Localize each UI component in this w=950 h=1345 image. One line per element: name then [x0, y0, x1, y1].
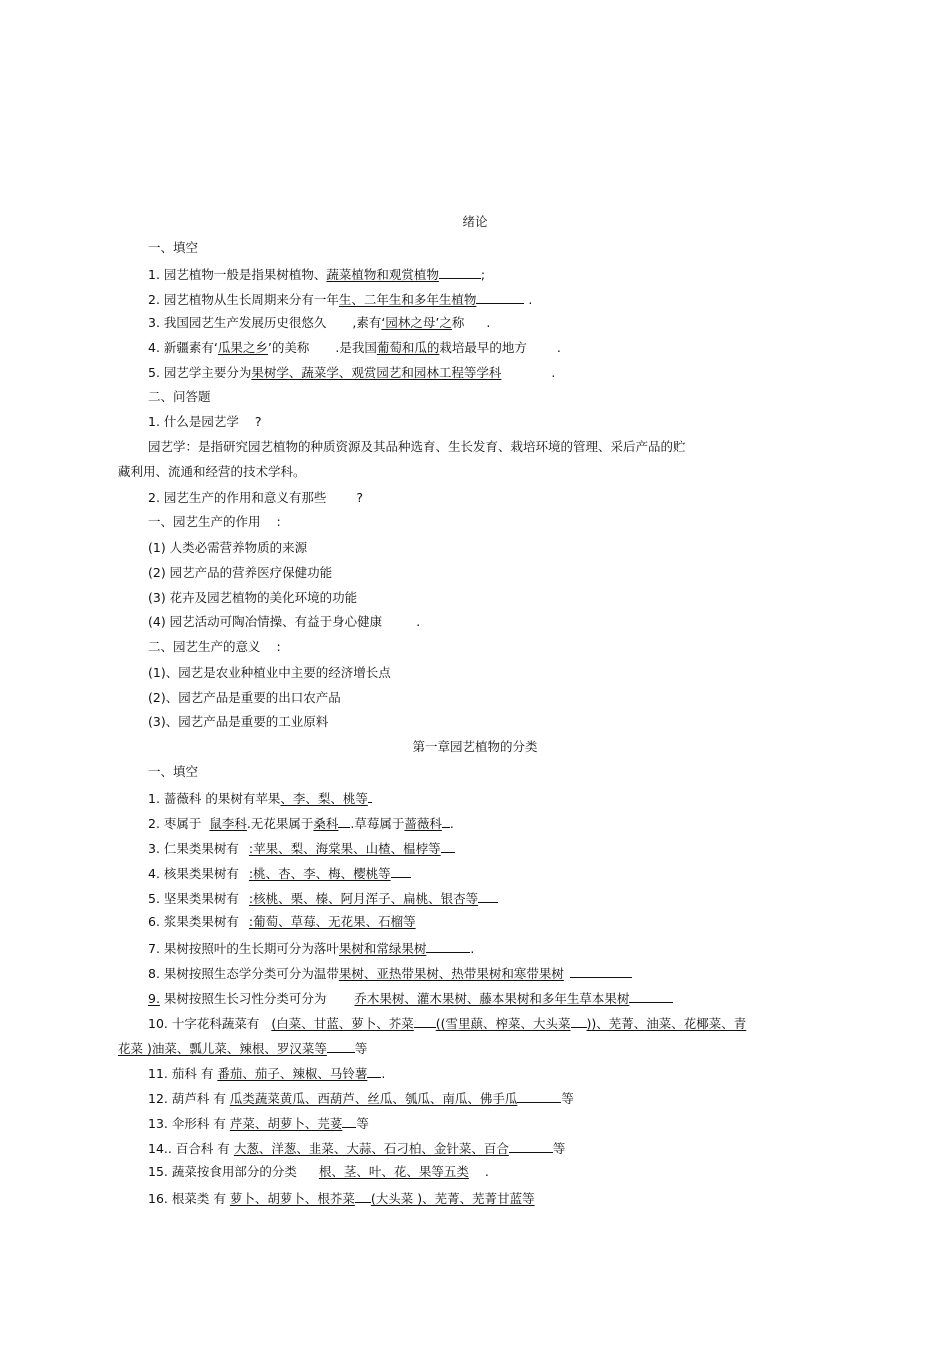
text: :	[276, 639, 281, 654]
role-item-4	[148, 614, 890, 630]
answer: 蔬菜植物和观赏植物	[326, 267, 439, 282]
text: 6. 浆果类果树有	[148, 914, 239, 929]
answer-blank	[426, 939, 470, 953]
text: 5. 坚果类果树有	[148, 891, 239, 906]
answer: :苹果、梨、海棠果、山楂、榅桲等	[248, 841, 441, 856]
answer: 生、二年生和多年生植物	[338, 292, 477, 307]
section-title-intro	[0, 214, 950, 230]
text: 1. 什么是园艺学	[148, 414, 239, 429]
answer-blank	[338, 814, 350, 828]
answer-blank	[509, 1139, 553, 1153]
text: 果树按照生长习性分类可分为	[159, 991, 327, 1006]
answer: 葡萄和瓜的	[376, 340, 440, 355]
answer: ))、芜菁、油菜、花椰菜、青	[586, 1016, 747, 1031]
answer-2-1-line2	[118, 464, 890, 480]
answer: :桃、杏、李、梅、樱桃等	[248, 866, 391, 881]
ch1-question-5	[148, 889, 890, 907]
text: 11. 茄科 有	[148, 1066, 214, 1081]
answer-blank	[476, 290, 524, 304]
text: 称	[451, 315, 465, 330]
question-1-4	[148, 340, 890, 356]
answer: 大葱、洋葱、韭菜、大蒜、石刁柏、金针菜、百合	[233, 1141, 509, 1156]
text: :	[276, 514, 281, 529]
answer: (大头菜 )、芜菁、芜菁甘蓝等	[370, 1191, 535, 1206]
heading-qa	[148, 389, 890, 405]
heading-text: 二、问答题	[148, 389, 211, 404]
answer: 果树和常绿果树	[338, 941, 427, 956]
answer-blank	[355, 1189, 371, 1203]
answer-blank	[570, 964, 632, 978]
text: (2) 园艺产品的营养医疗保健功能	[148, 565, 333, 580]
text: 2. 园艺生产的作用和意义有那些	[148, 490, 327, 505]
answer: :葡萄、草莓、无花果、石榴等	[248, 914, 416, 929]
answer: ‘园林之母’之	[381, 315, 452, 330]
text: 藏利用、流通和经营的技术学科。	[118, 464, 306, 479]
heading-fill-blank	[148, 240, 890, 256]
question-2-1	[148, 414, 890, 430]
text: 12. 葫芦科 有	[148, 1091, 226, 1106]
text: 等	[354, 1041, 368, 1056]
text: .	[470, 941, 475, 956]
answer: 桑科	[313, 816, 339, 831]
text: .	[551, 365, 556, 380]
ch1-question-10-line2	[118, 1039, 890, 1057]
text: 二、园艺生产的意义	[148, 639, 261, 654]
text: (1)、园艺是农业种植业中主要的经济增长点	[148, 665, 391, 680]
text: 等	[356, 1116, 369, 1131]
ch1-question-2	[148, 814, 890, 832]
text: (2)、园艺产品是重要的出口农产品	[148, 690, 341, 705]
role-item-2	[148, 565, 890, 581]
answer: (白菜、甘蓝、萝卜、芥菜	[271, 1016, 414, 1031]
answer: 果树、亚热带果树、热带果树和寒带果树	[338, 966, 564, 981]
text: 1. 蔷薇科 的果树有苹果	[148, 791, 281, 806]
question-1-3	[148, 315, 890, 331]
answer: 瓜果之乡	[217, 340, 268, 355]
ch1-question-16	[148, 1189, 890, 1207]
answer: 鼠李科	[209, 816, 247, 831]
text: 3. 仁果类果树有	[148, 841, 239, 856]
text: (3)、园艺产品是重要的工业原料	[148, 714, 329, 729]
ch1-question-12	[148, 1089, 890, 1107]
text: .草莓属于	[350, 816, 405, 831]
answer: 果树学、蔬菜学、观赏园艺和园林工程等学科	[251, 365, 502, 380]
answer-blank	[327, 1039, 355, 1053]
answer: 花菜 )	[118, 1041, 152, 1056]
title-text: 第一章园艺植物的分类	[412, 739, 538, 754]
meaning-item-3	[148, 714, 890, 730]
answer: 根、茎、叶、花、果等五类	[318, 1164, 469, 1179]
text: 园艺学：是指研究园艺植物的种质资源及其品种选育、生长发育、栽培环境的管理、采后产品的贮	[148, 439, 686, 454]
answer: 芹菜、胡萝卜、芫荽	[229, 1116, 343, 1131]
text: .	[381, 1066, 386, 1081]
ch1-question-14	[148, 1139, 890, 1157]
text: ?	[254, 414, 262, 429]
ch1-question-6	[148, 914, 890, 930]
text: ,素有	[352, 315, 382, 330]
text: ;	[480, 267, 486, 282]
meaning-item-1	[148, 665, 890, 681]
chapter-1-title	[0, 739, 950, 755]
text: 等	[561, 1091, 574, 1106]
text: .	[416, 614, 421, 629]
text: 10. 十字花科蔬菜有	[148, 1016, 260, 1031]
text: (3) 花卉及园艺植物的美化环境的功能	[148, 590, 358, 605]
ch1-question-10-line1	[148, 1014, 890, 1032]
answer-blank	[441, 839, 455, 853]
ch1-question-11	[148, 1064, 890, 1082]
answer: 乔木果树、灌木果树、藤本果树和多年生草本果树	[354, 991, 630, 1006]
text: 16. 根菜类 有	[148, 1191, 226, 1206]
text: 2. 园艺植物从生长周期来分有一年	[148, 292, 339, 307]
text: (1) 人类必需营养物质的来源	[148, 540, 308, 555]
text: .	[528, 292, 533, 307]
text: 7. 果树按照叶的生长期可分为落叶	[148, 941, 339, 956]
ch1-question-4	[148, 864, 890, 882]
text: 13. 伞形科 有	[148, 1116, 226, 1131]
answer-blank	[517, 1089, 561, 1103]
question-1-5	[148, 365, 890, 381]
ch1-question-7	[148, 939, 890, 957]
text: .	[556, 340, 561, 355]
title-text: 绪论	[462, 214, 488, 229]
answer-blank	[414, 1014, 436, 1028]
meaning-item-2	[148, 690, 890, 706]
text: 3. 我国园艺生产发展历史很悠久	[148, 315, 327, 330]
answer: 番茄、茄子、辣椒、马铃薯	[217, 1066, 368, 1081]
answer: 蔷薇科	[404, 816, 442, 831]
text: 栽培最早的地方	[439, 340, 527, 355]
answer: ((雪里蕻、榨菜、大头菜	[435, 1016, 571, 1031]
text: 4. 新疆素有‘	[148, 340, 218, 355]
text: .是我国	[335, 340, 377, 355]
text: 5. 园艺学主要分为	[148, 365, 252, 380]
text: .	[486, 315, 491, 330]
ch1-question-13	[148, 1114, 890, 1132]
answer: 瓜类蔬菜黄瓜、西葫芦、丝瓜、瓠瓜、南瓜、佛手瓜	[229, 1091, 518, 1106]
ch1-question-9	[148, 989, 890, 1007]
text: 9.	[148, 991, 160, 1006]
answer: :核桃、栗、榛、阿月浑子、扁桃、银杏等	[248, 891, 479, 906]
text: 14.. 百合科 有	[148, 1141, 230, 1156]
text: 15. 蔬菜按食用部分的分类	[148, 1164, 297, 1179]
question-1-2	[148, 290, 890, 308]
ch1-question-15	[148, 1164, 890, 1180]
question-2-2	[148, 490, 890, 506]
role-item-3	[148, 590, 890, 606]
answer: 、李、梨、桃等	[280, 791, 368, 806]
answer-blank	[439, 265, 481, 279]
text: 一、园艺生产的作用	[148, 514, 261, 529]
answer-blank	[391, 864, 411, 878]
text: ’的美称	[267, 340, 310, 355]
ch1-question-1	[148, 789, 890, 807]
answer-blank	[368, 789, 372, 803]
answer-2-1-line1	[148, 439, 890, 455]
answer-blank	[342, 1114, 356, 1128]
text: (4) 园艺活动可陶冶情操、有益于身心健康	[148, 614, 383, 629]
heading-fill-blank-ch1	[148, 764, 890, 780]
answer-blank	[571, 1014, 587, 1028]
text: .无花果属于	[246, 816, 314, 831]
answer-blank	[478, 889, 498, 903]
text: ?	[356, 490, 364, 505]
meaning-heading	[148, 639, 890, 655]
heading-text: 一、填空	[148, 240, 199, 255]
text: 2. 枣属于	[148, 816, 202, 831]
text: .	[449, 816, 454, 831]
answer-blank	[442, 814, 450, 828]
text: 4. 核果类果树有	[148, 866, 239, 881]
question-1-1	[148, 265, 890, 283]
answer: 萝卜、胡萝卜、根芥菜	[229, 1191, 355, 1206]
text: 等	[552, 1141, 566, 1156]
answer-blank	[367, 1064, 381, 1078]
text: 1. 园艺植物一般是指果树植物、	[148, 267, 327, 282]
text: 8. 果树按照生态学分类可分为温带	[148, 966, 339, 981]
role-item-1	[148, 540, 890, 556]
text: .	[484, 1164, 489, 1179]
answer-blank	[629, 989, 673, 1003]
ch1-question-3	[148, 839, 890, 857]
answer: 油菜、瓢儿菜、辣根、罗汉菜等	[151, 1041, 327, 1056]
role-heading	[148, 514, 890, 530]
heading-text: 一、填空	[148, 764, 199, 779]
ch1-question-8	[148, 964, 890, 982]
